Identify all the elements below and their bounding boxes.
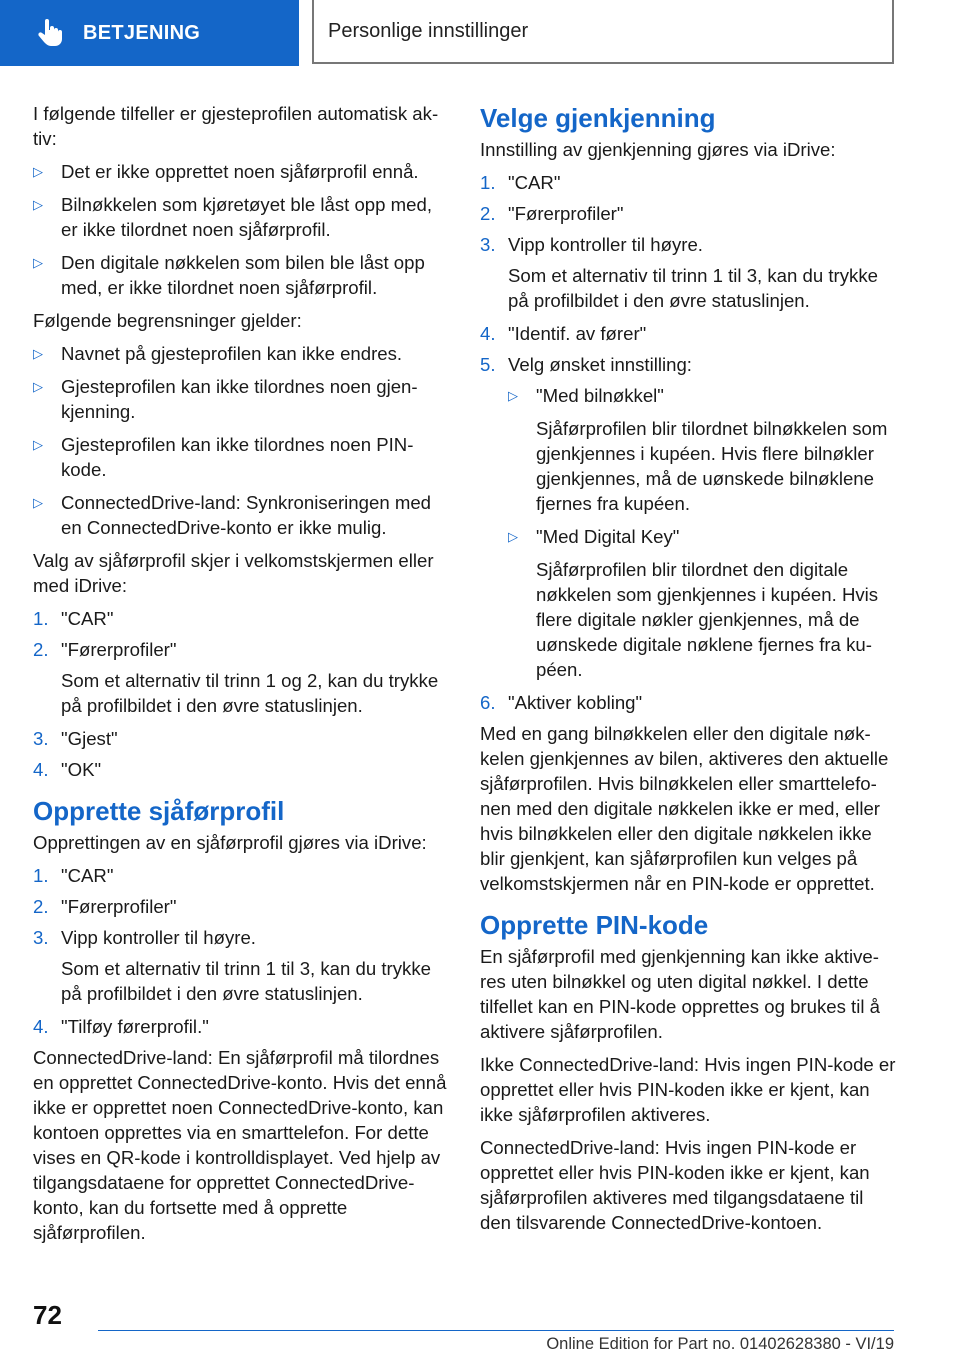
right-column (480, 101, 896, 1243)
step-note: Som et alternativ til trinn 1 til 3, kan du trykke på profilbildet i den øvre statuslinjen. (61, 958, 431, 1004)
recog-paragraph: Med en gang bilnøkkelen eller den digitale nøkkelen gjenkjennes av bilen, aktiveres den aktuelle sjåførprofilen. Hvis bilnøkkelen eller smarttelefonen med den digitale nøkkelen ikke er med, eller hvis bilnøkkelen eller den digitale nøkkelen ikke blir gjenkjent, kan sjåførprofilen kun velges på velkomstskjermen når en PIN-kode er opprettet. (480, 723, 889, 894)
create-paragraph: ConnectedDrive-land: En sjåførprofil må tilordnes en opprettet ConnectedDrive-konto. Hvis det ennå ikke er opprettet noen ConnectedDrive-konto, kan kontoen opprettes via en smarttelefon. For dette vises en QR-kode i kontrolldisplayet. Ved hjelp av tilgangsdataene for opprettet ConnectedDrive-konto, kan du fortsette med å opprette sjåførprofilen. (33, 1047, 447, 1243)
edition-note: Online Edition for Part no. 01402628380 - VI/19 (546, 1335, 894, 1353)
left-column (33, 101, 449, 1253)
step-item: 4. "OK" (33, 759, 102, 780)
step-item: 1. "CAR" (33, 608, 114, 629)
list-item: ▷ Bilnøkkelen som kjøretøyet ble låst opp med, er ikke tilordnet noen sjåførprofil. (33, 194, 432, 240)
step-item: 3. Vipp kontroller til høyre. (480, 234, 703, 255)
step-item: 5. Velg ønsket innstilling: (480, 354, 692, 375)
step-item: 3. "Gjest" (33, 728, 118, 749)
list-item: ▷ Gjesteprofilen kan ikke tilordnes noen PIN-kode. (33, 434, 414, 480)
list-item: ▷ Navnet på gjesteprofilen kan ikke endres. (33, 343, 403, 364)
list-item: ▷ Den digitale nøkkelen som bilen ble låst opp med, er ikke tilordnet noen sjåførprofil. (33, 252, 425, 298)
select-intro: Valg av sjåførprofil skjer i velkomstskjermen eller med iDrive: (33, 550, 434, 596)
step-item: 3. Vipp kontroller til høyre. (33, 927, 256, 948)
step-item: 6. "Aktiver kobling" (480, 692, 643, 713)
heading-create-profile: Opprette sjåførprofil (33, 796, 285, 826)
pin-paragraph-2: Ikke ConnectedDrive-land: Hvis ingen PIN-kode er opprettet eller hvis PIN-koden ikke er kjent, kan ikke sjåførprofilen aktiveres. (480, 1054, 896, 1125)
pin-paragraph-1: En sjåførprofil med gjenkjenning kan ikke aktiveres uten bilnøkkel og uten digital nøkkel. I dette tilfellet kan en PIN-kode opprettes og brukes til å aktivere sjåførprofilen. (480, 946, 880, 1042)
section-tab (0, 0, 299, 66)
pin-paragraph-3: ConnectedDrive-land: Hvis ingen PIN-kode er opprettet eller hvis PIN-koden ikke er kjent, kan sjåførprofilen aktiveres med tilgangsdataene til den tilsvarende ConnectedDrive-kontoen. (480, 1137, 870, 1233)
step-item: 2. "Førerprofiler" (480, 203, 624, 224)
option-description: Sjåførprofilen blir tilordnet bilnøkkelen som gjenkjennes i kupéen. Hvis flere bilnøkler gjenkjennes, må de uønskede bilnøklene fjernes fra kupéen. (536, 418, 888, 514)
step-item: 4. "Tilføy førerprofil." (33, 1016, 209, 1037)
limits-intro: Følgende begrensninger gjelder: (33, 310, 302, 331)
option-description: Sjåførprofilen blir tilordnet den digitale nøkkelen som gjenkjennes i kupéen. Hvis flere digitale nøkler gjenkjennes, må de uønskede digitale nøklene fjernes fra kupéen. (536, 559, 879, 680)
step-item: 2. "Førerprofiler" (33, 896, 177, 917)
list-item: ▷ ConnectedDrive-land: Synkroniseringen med en ConnectedDrive-konto er ikke mulig. (33, 492, 432, 538)
list-item: ▷ Det er ikke opprettet noen sjåførprofil ennå. (33, 161, 419, 182)
step-item: 4. "Identif. av fører" (480, 323, 647, 344)
heading-create-pin: Opprette PIN-kode (480, 910, 709, 940)
step-item: 2. "Førerprofiler" (33, 639, 177, 660)
step-item: 1. "CAR" (480, 172, 561, 193)
page-title: Personlige innstillinger (312, 0, 894, 64)
step-note: Som et alternativ til trinn 1 og 2, kan du trykke på profilbildet i den øvre statuslinjen. (61, 670, 439, 716)
guest-intro: I følgende tilfeller er gjesteprofilen automatisk aktiv: (33, 103, 439, 149)
option-item: ▷ "Med Digital Key" (508, 526, 680, 547)
heading-select-recognition: Velge gjenkjenning (480, 103, 716, 133)
footer-divider (98, 1330, 894, 1331)
hand-pointer-icon (37, 18, 67, 48)
option-item: ▷ "Med bilnøkkel" (508, 385, 664, 406)
step-item: 1. "CAR" (33, 865, 114, 886)
step-note: Som et alternativ til trinn 1 til 3, kan du trykke på profilbildet i den øvre statuslinjen. (508, 265, 878, 311)
recog-intro: Innstilling av gjenkjenning gjøres via iDrive: (480, 139, 836, 160)
list-item: ▷ Gjesteprofilen kan ikke tilordnes noen gjenkjenning. (33, 376, 418, 422)
page-number: 72 (33, 1300, 62, 1330)
section-label: BETJENING (83, 21, 201, 44)
create-intro: Opprettingen av en sjåførprofil gjøres via iDrive: (33, 832, 427, 853)
